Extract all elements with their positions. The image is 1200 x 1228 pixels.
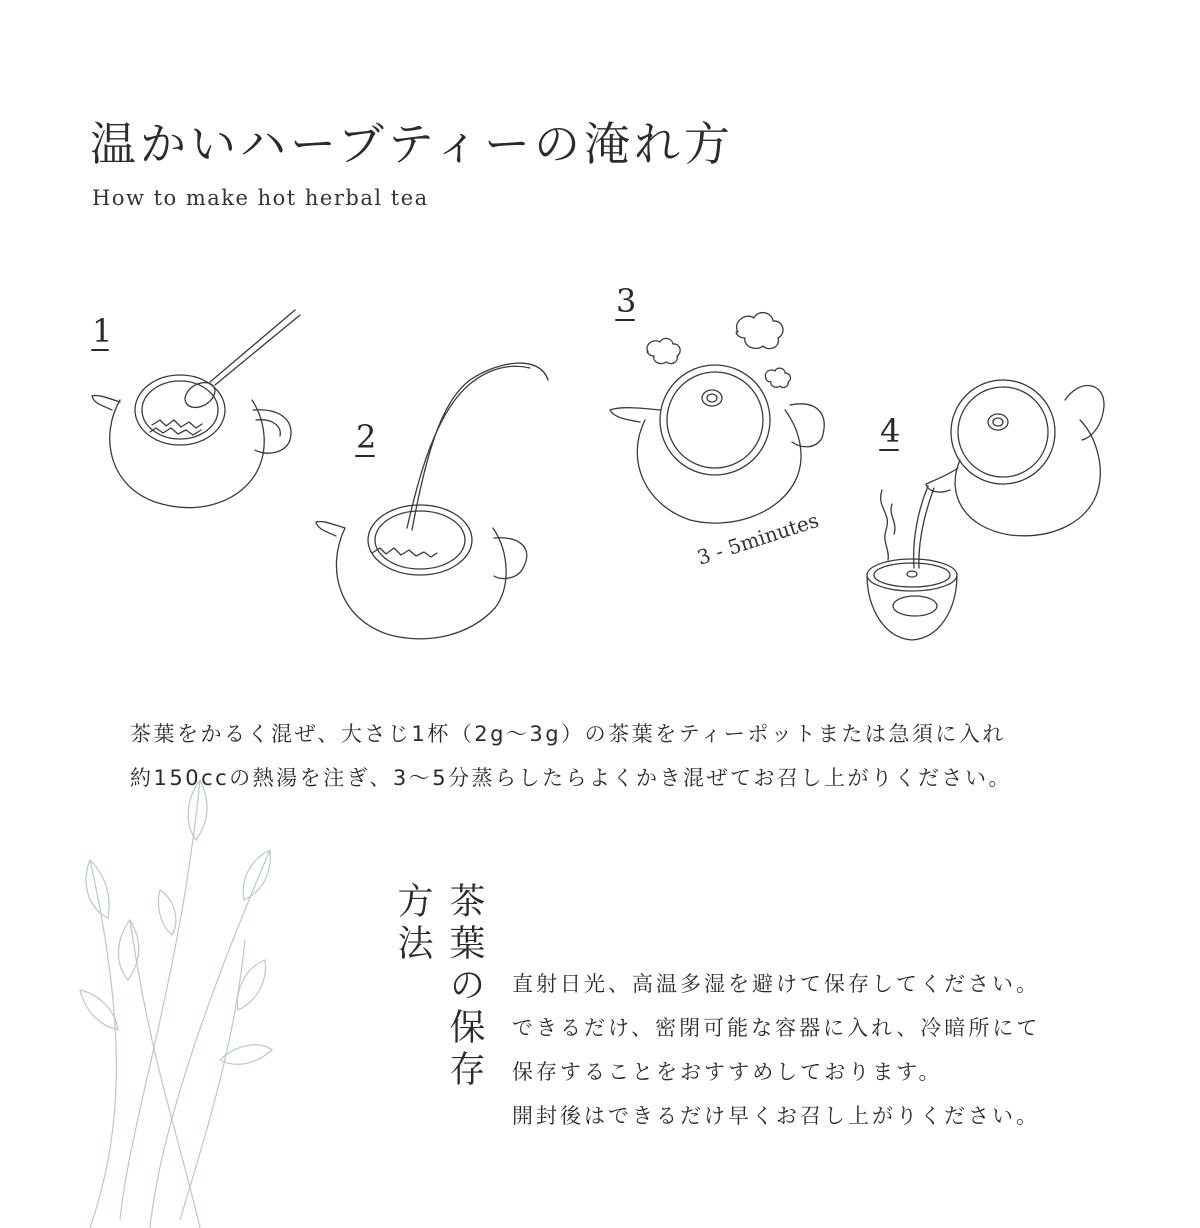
step-4-illustration (867, 380, 1104, 640)
instruction-line: 約150ccの熱湯を注ぎ、3～5分蒸らしたらよくかき混ぜてお召し上がりください。 (130, 766, 1013, 790)
step-1-number: 1 (92, 312, 113, 350)
steeping-time-label: 3 - 5minutes (694, 507, 822, 570)
instruction-line: 茶葉をかるく混ぜ、大さじ1杯（2g～3g）の茶葉をティーポットまたは急須に入れ (130, 722, 1006, 746)
brewing-instructions (130, 712, 1110, 800)
page-subtitle: How to make hot herbal tea (92, 186, 429, 210)
tea-leaves-icon (150, 420, 202, 435)
page-title: 温かいハーブティーの淹れ方 (90, 117, 735, 171)
decorative-leaves-icon (60, 740, 320, 1228)
pouring-stream-icon (914, 486, 934, 568)
storage-line: 保存することをおすすめしております。 (512, 1060, 943, 1084)
tea-cup-icon (867, 559, 957, 640)
teapot-icon (92, 375, 291, 508)
storage-line: 開封後はできるだけ早くお召し上がりください。 (512, 1104, 1040, 1128)
step-2-illustration (316, 363, 548, 639)
steam-puff-icon (647, 313, 790, 388)
steam-icon (881, 490, 895, 560)
step-1-illustration (92, 310, 300, 508)
teapot-icon (610, 365, 824, 523)
storage-line: できるだけ、密閉可能な容器に入れ、冷暗所にて (512, 1016, 1041, 1040)
step-2-number: 2 (356, 418, 377, 456)
step-3-illustration (610, 282, 824, 570)
storage-section-title: 茶葉の保存方法 (392, 882, 485, 1092)
step-4-number: 4 (880, 412, 901, 450)
step-3-number: 3 (616, 282, 637, 320)
spoon-icon (181, 310, 300, 413)
storage-instructions (512, 962, 1152, 1138)
teapot-icon (316, 505, 527, 639)
storage-line: 直射日光、高温多湿を避けて保存してください。 (512, 972, 1040, 996)
teapot-icon (926, 380, 1104, 536)
brewing-steps-illustration (0, 270, 1200, 670)
